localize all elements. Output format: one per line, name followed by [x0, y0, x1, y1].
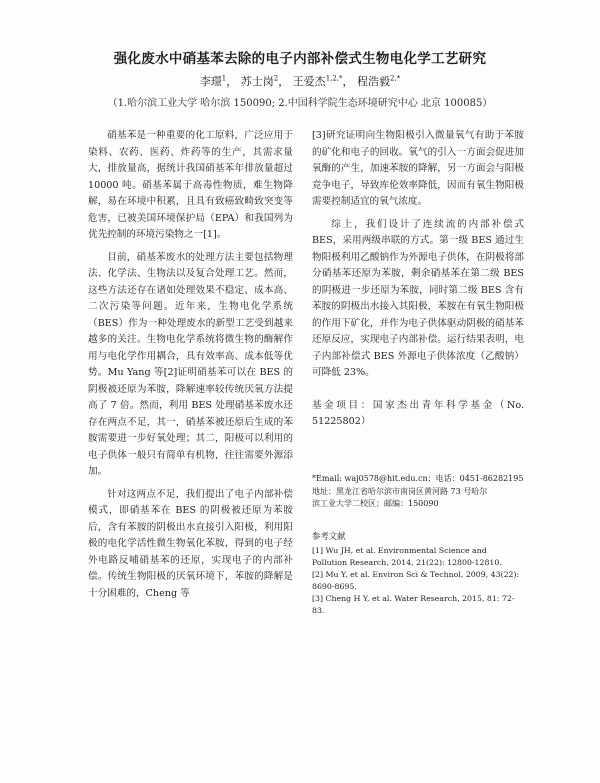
right-text-column [312, 128, 524, 437]
contact-line: *Email: waj0578@hit.edu.cn；电话：0451-86282195 [312, 474, 524, 483]
body-paragraph: 目前，硝基苯废水的处理方法主要包括物理法、化学法、生物法以及复合处理工艺。然而，这些方法还存在诸如处理效果不稳定、成本高、二次污染等问题。近年来，生物电化学系统（BES）作为一种处理废水的新型工艺受到越来越多的关注。生物电化学系统将微生物的酶解作用与电化学作用耦合，具有效率高、成本低等优势。Mu Yang 等[2]证明硝基苯可以在 BES 的阴极被还原为苯胺，降解速率较传统厌氧方法提高了 7 倍。然而，利用 BES 处理硝基苯废水还存在两点不足，其一，硝基苯被还原后生成的苯胺需要进一步好氧处理；其二，阳极可以利用的电子供体一般只有简单有机物，往往需要外源添加。 [88, 251, 293, 477]
author-line: 李璟$^1$， 苏士岗$^2$， 王爱杰$^{1,2,*}$， 程浩毅$^{2,*}$ [199, 74, 401, 88]
reference-item: [1] Wu JH, et al. Environmental Science and Pollution Research, 2014, 21(22): 12800-12810. [312, 546, 502, 567]
reference-item: [2] Mu Y, et al. Environ Sci & Technol, 2009, 43(22): 8690-8695. [312, 570, 520, 591]
left-text-column [88, 128, 293, 608]
author-name: 李璟 [199, 75, 222, 88]
author-affiliation-mark: 1,2,* [325, 74, 343, 83]
contact-line: 滨工业大学二校区；邮编：150090 [312, 499, 439, 508]
reference-item: [3] Cheng H Y, et al. Water Research, 2015, 81: 72-83. [312, 594, 515, 615]
references-heading: 参考文献 [312, 531, 346, 541]
author-name: 王爱杰 [292, 75, 326, 88]
references-section [312, 530, 524, 617]
body-paragraph: 综上，我们设计了连续流的内部补偿式 BES，采用两级串联的方式。第一级 BES 通过生物阳极利用乙酸钠作为外源电子供体，在阴极将部分硝基苯还原为苯胺，剩余硝基苯在第二级 BES 的阴极进一步还原为苯胺，同时第二级 BES 含有苯胺的阴极出水接入其阳极，苯胺在有氧生物阳极的作用下矿化，并作为电子供体驱动阴极的硝基苯还原反应，实现电子内部补偿。运行结果表明，电子内部补偿式 BES 外源电子供体浓度（乙酸钠）可降低 23%。 [312, 218, 524, 378]
author-name: 程浩毅 [357, 75, 391, 88]
affiliation-line: （1.哈尔滨工业大学 哈尔滨 150090; 2.中国科学院生态环境研究中心 北京 100085） [107, 98, 493, 109]
author-affiliation-mark: 1 [221, 74, 227, 83]
body-paragraph: 针对这两点不足，我们提出了电子内部补偿模式，即硝基苯在 BES 的阴极被还原为苯胺后，含有苯胺的阴极出水直接引入阳极，利用阳极的电化学活性微生物氧化苯胺，得到的电子经外电路反哺硝基苯的还原，实现电子的内部补偿。传统生物阳极的厌氧环境下，苯胺的降解是十分困难的，Cheng 等 [88, 488, 293, 599]
contact-line: 地址：黑龙江省哈尔滨市南岗区黄河路 73 号哈尔 [312, 486, 488, 496]
funding-note: 基金项目：国家杰出青年科学基金（No. 51225802） [312, 399, 524, 427]
author-affiliation-mark: 2 [273, 74, 279, 83]
author-name: 苏士岗 [240, 75, 274, 88]
author-affiliation-mark: 2,* [390, 74, 401, 83]
contact-footnote [312, 473, 524, 511]
paper-title: 强化废水中硝基苯去除的电子内部补偿式生物电化学工艺研究 [113, 51, 487, 67]
body-paragraph: 硝基苯是一种重要的化工原料，广泛应用于染料、农药、医药、炸药等的生产，其需求量大，排放量高，据统计我国硝基苯年排放量超过 10000 吨。硝基苯属于高毒性物质，难生物降解，易在环境中积累，且具有致癌致畸致突变等危害，已被美国环境保护局（EPA）和我国列为优先控制的环境污染物之一[1]。 [88, 130, 293, 240]
body-paragraph: [3]研究证明向生物阳极引入微量氧气有助于苯胺的矿化和电子的回收。氧气的引入一方面会促进加氧酶的产生，加速苯胺的降解，另一方面会与阳极竞争电子，导致库伦效率降低，因而有氧生物阳极需要控制适宜的氧气浓度。 [312, 130, 524, 207]
